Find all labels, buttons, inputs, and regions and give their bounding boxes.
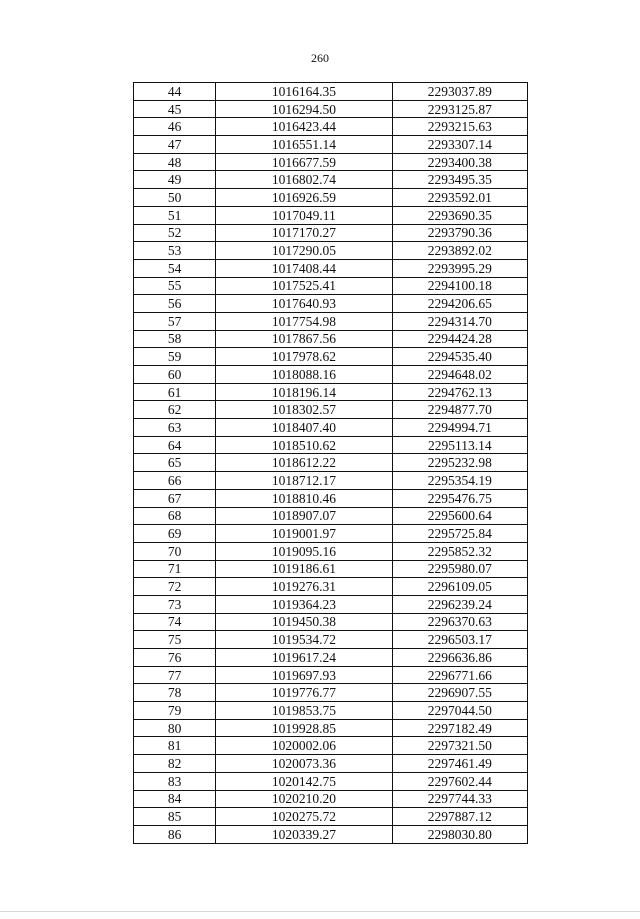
table-row bbox=[134, 348, 528, 366]
point-number-cell: 54 bbox=[134, 259, 216, 277]
y-coordinate-cell: 2294424.28 bbox=[392, 330, 527, 348]
table-row bbox=[134, 419, 528, 437]
table-row bbox=[134, 719, 528, 737]
table-row bbox=[134, 366, 528, 384]
table-row bbox=[134, 277, 528, 295]
table-row bbox=[134, 542, 528, 560]
coordinates-table bbox=[133, 82, 528, 844]
y-coordinate-cell: 2294648.02 bbox=[392, 366, 527, 384]
y-coordinate-cell: 2297744.33 bbox=[392, 790, 527, 808]
point-number-cell: 63 bbox=[134, 419, 216, 437]
y-coordinate-cell: 2296636.86 bbox=[392, 649, 527, 667]
y-coordinate-cell: 2296771.66 bbox=[392, 666, 527, 684]
point-number-cell: 82 bbox=[134, 755, 216, 773]
point-number-cell: 62 bbox=[134, 401, 216, 419]
x-coordinate-cell: 1016423.44 bbox=[216, 118, 392, 136]
y-coordinate-cell: 2295852.32 bbox=[392, 542, 527, 560]
y-coordinate-cell: 2295725.84 bbox=[392, 525, 527, 543]
y-coordinate-cell: 2295113.14 bbox=[392, 436, 527, 454]
point-number-cell: 85 bbox=[134, 808, 216, 826]
table-row bbox=[134, 242, 528, 260]
point-number-cell: 84 bbox=[134, 790, 216, 808]
point-number-cell: 68 bbox=[134, 507, 216, 525]
table-row bbox=[134, 560, 528, 578]
y-coordinate-cell: 2293125.87 bbox=[392, 100, 527, 118]
x-coordinate-cell: 1016164.35 bbox=[216, 83, 392, 101]
table-row bbox=[134, 825, 528, 843]
point-number-cell: 53 bbox=[134, 242, 216, 260]
y-coordinate-cell: 2295354.19 bbox=[392, 472, 527, 490]
point-number-cell: 70 bbox=[134, 542, 216, 560]
table-row bbox=[134, 507, 528, 525]
y-coordinate-cell: 2296239.24 bbox=[392, 595, 527, 613]
x-coordinate-cell: 1019364.23 bbox=[216, 595, 392, 613]
y-coordinate-cell: 2296109.05 bbox=[392, 578, 527, 596]
y-coordinate-cell: 2293892.02 bbox=[392, 242, 527, 260]
point-number-cell: 80 bbox=[134, 719, 216, 737]
table-row bbox=[134, 206, 528, 224]
point-number-cell: 45 bbox=[134, 100, 216, 118]
y-coordinate-cell: 2294994.71 bbox=[392, 419, 527, 437]
x-coordinate-cell: 1018510.62 bbox=[216, 436, 392, 454]
point-number-cell: 64 bbox=[134, 436, 216, 454]
y-coordinate-cell: 2294206.65 bbox=[392, 295, 527, 313]
x-coordinate-cell: 1020142.75 bbox=[216, 772, 392, 790]
table-row bbox=[134, 808, 528, 826]
table-row bbox=[134, 489, 528, 507]
coordinates-table-body bbox=[134, 83, 528, 844]
x-coordinate-cell: 1018907.07 bbox=[216, 507, 392, 525]
point-number-cell: 51 bbox=[134, 206, 216, 224]
point-number-cell: 47 bbox=[134, 136, 216, 154]
x-coordinate-cell: 1016294.50 bbox=[216, 100, 392, 118]
y-coordinate-cell: 2293690.35 bbox=[392, 206, 527, 224]
x-coordinate-cell: 1020275.72 bbox=[216, 808, 392, 826]
x-coordinate-cell: 1019001.97 bbox=[216, 525, 392, 543]
point-number-cell: 72 bbox=[134, 578, 216, 596]
table-row bbox=[134, 136, 528, 154]
table-row bbox=[134, 118, 528, 136]
point-number-cell: 65 bbox=[134, 454, 216, 472]
x-coordinate-cell: 1019186.61 bbox=[216, 560, 392, 578]
table-row bbox=[134, 755, 528, 773]
x-coordinate-cell: 1019853.75 bbox=[216, 702, 392, 720]
point-number-cell: 55 bbox=[134, 277, 216, 295]
table-row bbox=[134, 631, 528, 649]
point-number-cell: 76 bbox=[134, 649, 216, 667]
table-row bbox=[134, 666, 528, 684]
table-row bbox=[134, 224, 528, 242]
y-coordinate-cell: 2293592.01 bbox=[392, 189, 527, 207]
x-coordinate-cell: 1019617.24 bbox=[216, 649, 392, 667]
point-number-cell: 59 bbox=[134, 348, 216, 366]
y-coordinate-cell: 2293400.38 bbox=[392, 153, 527, 171]
x-coordinate-cell: 1018810.46 bbox=[216, 489, 392, 507]
point-number-cell: 79 bbox=[134, 702, 216, 720]
point-number-cell: 69 bbox=[134, 525, 216, 543]
x-coordinate-cell: 1017525.41 bbox=[216, 277, 392, 295]
table-row bbox=[134, 330, 528, 348]
x-coordinate-cell: 1017170.27 bbox=[216, 224, 392, 242]
point-number-cell: 50 bbox=[134, 189, 216, 207]
x-coordinate-cell: 1018196.14 bbox=[216, 383, 392, 401]
x-coordinate-cell: 1017867.56 bbox=[216, 330, 392, 348]
x-coordinate-cell: 1018407.40 bbox=[216, 419, 392, 437]
table-row bbox=[134, 436, 528, 454]
y-coordinate-cell: 2294762.13 bbox=[392, 383, 527, 401]
y-coordinate-cell: 2295476.75 bbox=[392, 489, 527, 507]
point-number-cell: 75 bbox=[134, 631, 216, 649]
point-number-cell: 48 bbox=[134, 153, 216, 171]
table-row bbox=[134, 472, 528, 490]
x-coordinate-cell: 1018088.16 bbox=[216, 366, 392, 384]
x-coordinate-cell: 1020073.36 bbox=[216, 755, 392, 773]
x-coordinate-cell: 1020339.27 bbox=[216, 825, 392, 843]
x-coordinate-cell: 1017978.62 bbox=[216, 348, 392, 366]
y-coordinate-cell: 2293790.36 bbox=[392, 224, 527, 242]
table-row bbox=[134, 649, 528, 667]
y-coordinate-cell: 2297887.12 bbox=[392, 808, 527, 826]
y-coordinate-cell: 2294877.70 bbox=[392, 401, 527, 419]
table-row bbox=[134, 312, 528, 330]
point-number-cell: 66 bbox=[134, 472, 216, 490]
x-coordinate-cell: 1017408.44 bbox=[216, 259, 392, 277]
y-coordinate-cell: 2294535.40 bbox=[392, 348, 527, 366]
table-row bbox=[134, 153, 528, 171]
x-coordinate-cell: 1017049.11 bbox=[216, 206, 392, 224]
point-number-cell: 77 bbox=[134, 666, 216, 684]
x-coordinate-cell: 1018712.17 bbox=[216, 472, 392, 490]
point-number-cell: 86 bbox=[134, 825, 216, 843]
y-coordinate-cell: 2293307.14 bbox=[392, 136, 527, 154]
table-row bbox=[134, 595, 528, 613]
point-number-cell: 52 bbox=[134, 224, 216, 242]
table-row bbox=[134, 684, 528, 702]
x-coordinate-cell: 1017754.98 bbox=[216, 312, 392, 330]
point-number-cell: 57 bbox=[134, 312, 216, 330]
x-coordinate-cell: 1018612.22 bbox=[216, 454, 392, 472]
table-row bbox=[134, 295, 528, 313]
x-coordinate-cell: 1016802.74 bbox=[216, 171, 392, 189]
point-number-cell: 81 bbox=[134, 737, 216, 755]
y-coordinate-cell: 2294314.70 bbox=[392, 312, 527, 330]
point-number-cell: 61 bbox=[134, 383, 216, 401]
table-row bbox=[134, 454, 528, 472]
point-number-cell: 58 bbox=[134, 330, 216, 348]
y-coordinate-cell: 2297602.44 bbox=[392, 772, 527, 790]
point-number-cell: 56 bbox=[134, 295, 216, 313]
y-coordinate-cell: 2293995.29 bbox=[392, 259, 527, 277]
point-number-cell: 49 bbox=[134, 171, 216, 189]
table-row bbox=[134, 100, 528, 118]
page-number: 260 bbox=[311, 51, 329, 65]
y-coordinate-cell: 2295600.64 bbox=[392, 507, 527, 525]
y-coordinate-cell: 2296907.55 bbox=[392, 684, 527, 702]
table-row bbox=[134, 383, 528, 401]
x-coordinate-cell: 1018302.57 bbox=[216, 401, 392, 419]
point-number-cell: 71 bbox=[134, 560, 216, 578]
y-coordinate-cell: 2296370.63 bbox=[392, 613, 527, 631]
x-coordinate-cell: 1019095.16 bbox=[216, 542, 392, 560]
x-coordinate-cell: 1016551.14 bbox=[216, 136, 392, 154]
y-coordinate-cell: 2297461.49 bbox=[392, 755, 527, 773]
point-number-cell: 74 bbox=[134, 613, 216, 631]
point-number-cell: 46 bbox=[134, 118, 216, 136]
page-bottom-rule bbox=[0, 911, 640, 912]
y-coordinate-cell: 2297321.50 bbox=[392, 737, 527, 755]
table-row bbox=[134, 702, 528, 720]
y-coordinate-cell: 2293037.89 bbox=[392, 83, 527, 101]
point-number-cell: 73 bbox=[134, 595, 216, 613]
x-coordinate-cell: 1019928.85 bbox=[216, 719, 392, 737]
point-number-cell: 60 bbox=[134, 366, 216, 384]
table-row bbox=[134, 259, 528, 277]
point-number-cell: 67 bbox=[134, 489, 216, 507]
x-coordinate-cell: 1020002.06 bbox=[216, 737, 392, 755]
y-coordinate-cell: 2297182.49 bbox=[392, 719, 527, 737]
y-coordinate-cell: 2293215.63 bbox=[392, 118, 527, 136]
y-coordinate-cell: 2295980.07 bbox=[392, 560, 527, 578]
y-coordinate-cell: 2298030.80 bbox=[392, 825, 527, 843]
table-row bbox=[134, 578, 528, 596]
y-coordinate-cell: 2293495.35 bbox=[392, 171, 527, 189]
point-number-cell: 83 bbox=[134, 772, 216, 790]
x-coordinate-cell: 1020210.20 bbox=[216, 790, 392, 808]
table-row bbox=[134, 171, 528, 189]
y-coordinate-cell: 2296503.17 bbox=[392, 631, 527, 649]
x-coordinate-cell: 1017290.05 bbox=[216, 242, 392, 260]
x-coordinate-cell: 1019450.38 bbox=[216, 613, 392, 631]
y-coordinate-cell: 2295232.98 bbox=[392, 454, 527, 472]
table-row bbox=[134, 83, 528, 101]
table-row bbox=[134, 401, 528, 419]
x-coordinate-cell: 1019276.31 bbox=[216, 578, 392, 596]
x-coordinate-cell: 1016677.59 bbox=[216, 153, 392, 171]
table-row bbox=[134, 737, 528, 755]
x-coordinate-cell: 1016926.59 bbox=[216, 189, 392, 207]
table-row bbox=[134, 613, 528, 631]
table-row bbox=[134, 790, 528, 808]
table-row bbox=[134, 772, 528, 790]
x-coordinate-cell: 1019776.77 bbox=[216, 684, 392, 702]
x-coordinate-cell: 1019534.72 bbox=[216, 631, 392, 649]
y-coordinate-cell: 2297044.50 bbox=[392, 702, 527, 720]
point-number-cell: 78 bbox=[134, 684, 216, 702]
x-coordinate-cell: 1019697.93 bbox=[216, 666, 392, 684]
table-row bbox=[134, 525, 528, 543]
x-coordinate-cell: 1017640.93 bbox=[216, 295, 392, 313]
y-coordinate-cell: 2294100.18 bbox=[392, 277, 527, 295]
table-row bbox=[134, 189, 528, 207]
point-number-cell: 44 bbox=[134, 83, 216, 101]
